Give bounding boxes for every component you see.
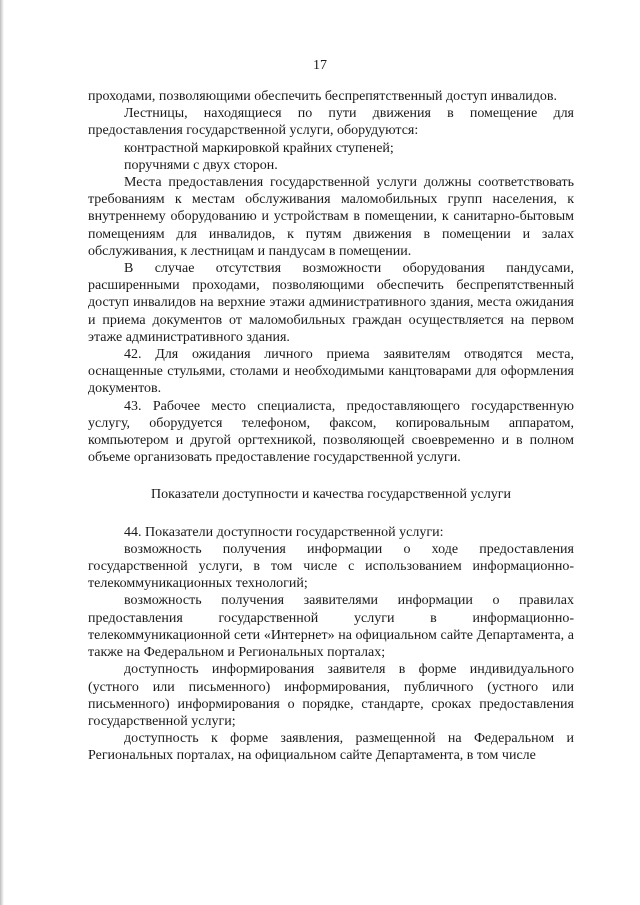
paragraph-44: 44. Показатели доступности государственной услуги: bbox=[124, 524, 444, 540]
page-number: 17 bbox=[313, 58, 327, 73]
document-body bbox=[88, 88, 574, 765]
paragraph-service-places: Места предоставления государственной услуги должны соответствовать требованиям к местам обслуживания маломобильных групп населения, к внутреннему оборудованию и устройствам в помещении, к санитарно-бытовым помещениям для инвалидов, к путям движения в помещении и залах обслуживания, к лестницам и пандусам в помещении. bbox=[88, 175, 574, 259]
paragraph-stairs: Лестницы, находящиеся по пути движения в помещение для предоставления государственной услуги, оборудуются: bbox=[88, 106, 574, 139]
list-item-contrast-marking: контрастной маркировкой крайних ступеней; bbox=[124, 140, 394, 156]
list-item-form-access: доступность к форме заявления, размещенной на Федеральном и Региональных порталах, на официальном сайте Департамента, в том числе bbox=[88, 731, 574, 764]
list-item-progress-info: возможность получения информации о ходе предоставления государственной услуги, в том числе с использованием информационно-телекоммуникационных технологий; bbox=[88, 541, 574, 592]
section-heading: Показатели доступности и качества государственной услуги bbox=[151, 487, 511, 503]
paragraph-continuation: проходами, позволяющими обеспечить беспрепятственный доступ инвалидов. bbox=[88, 89, 558, 104]
list-item-informing: доступность информирования заявителя в форме индивидуального (устного или письменного) информирования, публичного (устного или письменного) информирования о порядке, стандарте, сроках предоставления государственной услуги; bbox=[88, 662, 574, 729]
paragraph-no-ramps: В случае отсутствия возможности оборудования пандусами, расширенными проходами, позволяющими обеспечить беспрепятственный доступ инвалидов на верхние этажи административного здания, места ожидания и приема документов от маломобильных граждан осуществляется на первом этаже административного здания. bbox=[88, 261, 574, 345]
scan-edge-shadow bbox=[0, 0, 4, 905]
paragraph-43: 43. Рабочее место специалиста, предоставляющего государственную услугу, оборудуется телефоном, факсом, копировальным аппаратом, компьютером и другой оргтехникой, позволяющей своевременно и в полном объеме организовать предоставление государственной услуги. bbox=[88, 398, 574, 466]
list-item-handrails: поручнями с двух сторон. bbox=[124, 157, 278, 173]
paragraph-42: 42. Для ожидания личного приема заявителям отводятся места, оснащенные стульями, столами и необходимыми канцтоварами для оформления документов. bbox=[88, 347, 574, 397]
list-item-rules-info: возможность получения заявителями информации о правилах предоставления государственной услуги в информационно-телекоммуникационной сети «Интернет» на официальном сайте Департамента, а также на Федеральном и Региональных порталах; bbox=[88, 593, 574, 661]
